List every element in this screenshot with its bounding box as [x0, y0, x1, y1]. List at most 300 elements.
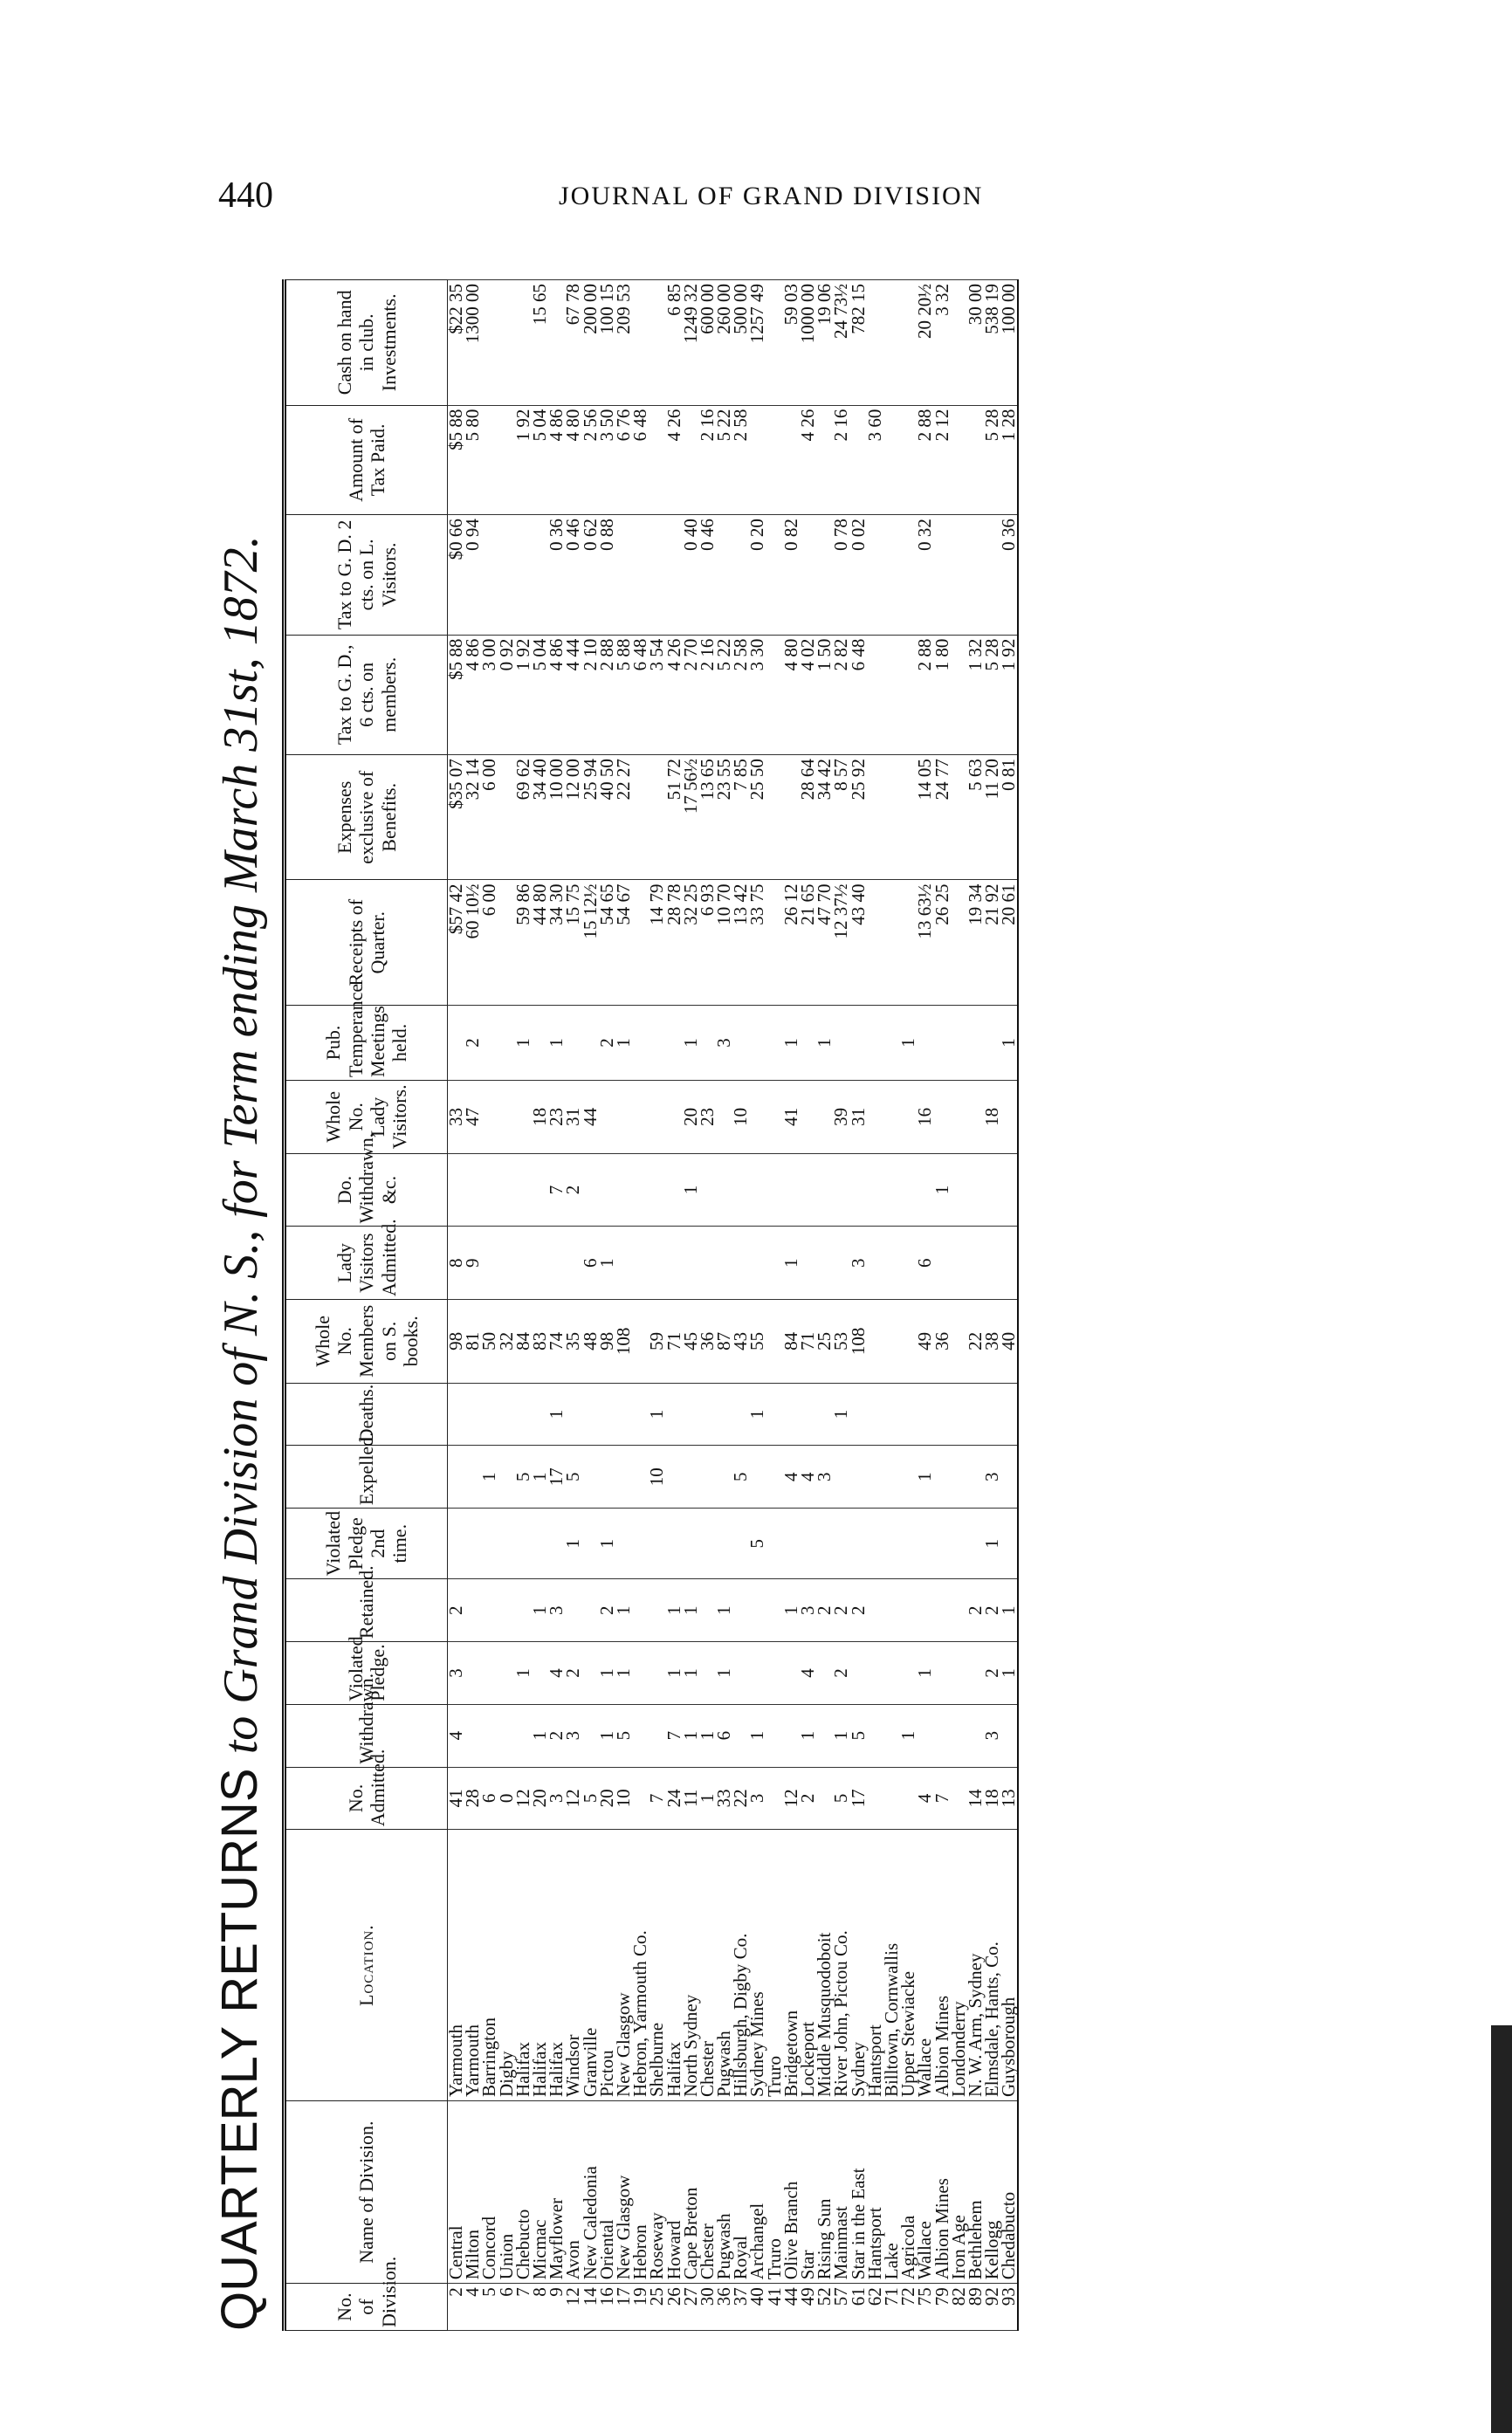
table-cell: [867, 1579, 883, 1642]
table-row: [699, 280, 716, 2331]
table-cell: 1: [683, 1005, 699, 1080]
table-cell: 81: [464, 1300, 481, 1384]
table-cell: [699, 1383, 716, 1446]
table-cell: [900, 1579, 917, 1642]
col-header: Lady Visitors Admitted.: [285, 1227, 448, 1300]
table-cell: 1 28: [1000, 405, 1018, 515]
col-header: Receipts of Quarter.: [285, 880, 448, 1005]
division-location: Truro: [766, 1830, 783, 2101]
table-cell: 2: [599, 1579, 615, 1642]
division-name: Central: [448, 2101, 465, 2284]
table-cell: [883, 880, 900, 1005]
table-cell: 25: [816, 1300, 833, 1384]
table-cell: 1 80: [933, 635, 950, 754]
table-cell: 0: [498, 1767, 515, 1830]
table-cell: 5 28: [984, 405, 1000, 515]
col-header: Tax to G. D., 6 cts. on members.: [285, 635, 448, 754]
table-cell: [749, 1446, 766, 1509]
col-header: Whole No. Members on S. books.: [285, 1300, 448, 1384]
division-name: New Glasgow: [615, 2101, 632, 2284]
table-title: [205, 279, 275, 2331]
table-cell: 32 25: [683, 880, 699, 1005]
table-cell: 0 88: [599, 515, 615, 635]
table-cell: [766, 755, 783, 880]
scan-edge-shadow: [1491, 2025, 1512, 2433]
table-cell: 0 94: [464, 515, 481, 635]
table-cell: 4 02: [800, 635, 816, 754]
table-cell: 69 62: [515, 755, 532, 880]
table-cell: 2 12: [933, 405, 950, 515]
table-cell: 4: [800, 1446, 816, 1509]
table-cell: 782 15: [850, 280, 867, 406]
table-cell: [582, 1446, 599, 1509]
table-cell: 4 26: [665, 405, 682, 515]
table-cell: [498, 1579, 515, 1642]
table-cell: [800, 1383, 816, 1446]
division-name: Chedabucto: [1000, 2101, 1018, 2284]
table-cell: 6: [481, 1767, 498, 1830]
table-title-italic: to Grand Division of N. S., for Term ending March 31st, 1872.: [214, 535, 268, 1755]
table-cell: [951, 1446, 967, 1509]
table-cell: [766, 1153, 783, 1227]
table-cell: 6 93: [699, 880, 716, 1005]
table-cell: 0 82: [783, 515, 800, 635]
table-cell: [481, 515, 498, 635]
table-cell: 59: [649, 1300, 665, 1384]
table-cell: [683, 1509, 699, 1579]
table-cell: [951, 1509, 967, 1579]
table-cell: [867, 1767, 883, 1830]
table-cell: 41: [448, 1767, 465, 1830]
table-cell: [515, 1383, 532, 1446]
table-cell: [699, 1153, 716, 1227]
table-cell: [665, 1446, 682, 1509]
table-cell: 10: [649, 1446, 665, 1509]
division-location: N. W. Arm, Sydney: [967, 1830, 984, 2101]
division-number: 2: [448, 2284, 465, 2331]
table-cell: 1: [1000, 1579, 1018, 1642]
table-cell: $0 66: [448, 515, 465, 635]
table-cell: [649, 1227, 665, 1300]
division-number: 25: [649, 2284, 665, 2331]
table-cell: 2: [850, 1579, 867, 1642]
table-cell: $22 35: [448, 280, 465, 406]
table-cell: 3: [816, 1446, 833, 1509]
table-cell: 1: [649, 1383, 665, 1446]
table-cell: [649, 1509, 665, 1579]
table-cell: [615, 1227, 632, 1300]
table-cell: 6 00: [481, 755, 498, 880]
table-cell: 1249 32: [683, 280, 699, 406]
table-cell: [933, 515, 950, 635]
table-cell: 36: [699, 1300, 716, 1384]
table-cell: [683, 1383, 699, 1446]
table-cell: [967, 1153, 984, 1227]
table-cell: [951, 1153, 967, 1227]
division-location: Billtown, Cornwallis: [883, 1830, 900, 2101]
table-cell: 67 78: [565, 280, 581, 406]
table-cell: 20: [599, 1767, 615, 1830]
table-cell: [532, 1509, 548, 1579]
table-row: [481, 280, 498, 2331]
division-number: 93: [1000, 2284, 1018, 2331]
table-cell: [548, 1227, 565, 1300]
table-cell: 5: [565, 1446, 581, 1509]
page-header: [218, 175, 1292, 218]
division-name: Truro: [766, 2101, 783, 2284]
table-row: [548, 280, 565, 2331]
table-cell: [515, 515, 532, 635]
table-cell: 4: [917, 1767, 933, 1830]
table-cell: [766, 1509, 783, 1579]
table-cell: [867, 1642, 883, 1705]
table-cell: [515, 1509, 532, 1579]
division-location: Halifax: [548, 1830, 565, 2101]
table-cell: 98: [599, 1300, 615, 1384]
table-cell: [984, 1227, 1000, 1300]
table-cell: [481, 405, 498, 515]
table-cell: [699, 1509, 716, 1579]
table-cell: 30 00: [967, 280, 984, 406]
table-cell: [632, 1509, 649, 1579]
table-cell: 54 65: [599, 880, 615, 1005]
table-cell: 71: [665, 1300, 682, 1384]
table-cell: [816, 1227, 833, 1300]
table-cell: 108: [615, 1300, 632, 1384]
col-header: Expenses exclusive of Benefits.: [285, 755, 448, 880]
table-cell: [883, 1383, 900, 1446]
table-cell: [565, 1005, 581, 1080]
division-name: Roseway: [649, 2101, 665, 2284]
division-name: Iron Age: [951, 2101, 967, 2284]
table-cell: [448, 1383, 465, 1446]
table-cell: 1: [900, 1704, 917, 1767]
table-cell: [683, 1446, 699, 1509]
table-cell: 2: [800, 1767, 816, 1830]
table-cell: [933, 1227, 950, 1300]
table-cell: [766, 405, 783, 515]
table-cell: [665, 1383, 682, 1446]
table-cell: [883, 1153, 900, 1227]
division-name: Royal: [732, 2101, 749, 2284]
table-cell: 1257 49: [749, 280, 766, 406]
table-cell: [867, 1081, 883, 1154]
table-cell: [532, 1227, 548, 1300]
table-cell: [749, 1579, 766, 1642]
table-cell: [498, 515, 515, 635]
table-cell: 3 00: [481, 635, 498, 754]
table-cell: 3 54: [649, 635, 665, 754]
table-cell: 9: [464, 1227, 481, 1300]
table-cell: [732, 1227, 749, 1300]
col-header: Do. Withdrawn, &c.: [285, 1153, 448, 1227]
table-cell: [498, 1153, 515, 1227]
table-cell: [481, 1227, 498, 1300]
division-name: Bethlehem: [967, 2101, 984, 2284]
division-name: Olive Branch: [783, 2101, 800, 2284]
table-cell: [632, 1579, 649, 1642]
table-cell: 2 58: [732, 405, 749, 515]
table-cell: 71: [800, 1300, 816, 1384]
table-cell: [615, 1509, 632, 1579]
table-cell: [498, 1509, 515, 1579]
table-cell: [565, 1383, 581, 1446]
table-cell: 5: [850, 1704, 867, 1767]
table-cell: 1: [481, 1446, 498, 1509]
table-row: [498, 280, 515, 2331]
table-cell: [867, 755, 883, 880]
table-cell: 1300 00: [464, 280, 481, 406]
table-cell: [850, 1005, 867, 1080]
table-cell: [883, 405, 900, 515]
table-row: [1000, 280, 1018, 2331]
table-cell: 17: [548, 1446, 565, 1509]
table-cell: 6 76: [615, 405, 632, 515]
table-cell: [498, 1081, 515, 1154]
division-location: Pictou: [599, 1830, 615, 2101]
table-cell: 5 28: [984, 635, 1000, 754]
table-cell: [867, 1005, 883, 1080]
table-cell: [1000, 1081, 1018, 1154]
table-cell: [967, 1383, 984, 1446]
table-cell: [917, 1383, 933, 1446]
table-cell: [464, 1642, 481, 1705]
table-cell: 26 12: [783, 880, 800, 1005]
table-cell: 19 34: [967, 880, 984, 1005]
table-cell: [951, 1383, 967, 1446]
division-name: Lake: [883, 2101, 900, 2284]
table-cell: 12: [565, 1767, 581, 1830]
division-location: Wallace: [917, 1830, 933, 2101]
table-cell: [883, 1642, 900, 1705]
table-cell: 3 32: [933, 280, 950, 406]
table-cell: [749, 1153, 766, 1227]
table-cell: 1 92: [515, 635, 532, 754]
table-cell: 1: [699, 1767, 716, 1830]
table-cell: 11 20: [984, 755, 1000, 880]
table-cell: 25 94: [582, 755, 599, 880]
table-cell: [632, 515, 649, 635]
division-number: 71: [883, 2284, 900, 2331]
table-cell: 8 57: [833, 755, 849, 880]
table-cell: 5: [833, 1767, 849, 1830]
table-cell: [464, 1704, 481, 1767]
table-cell: 34 42: [816, 755, 833, 880]
division-number: 62: [867, 2284, 883, 2331]
table-cell: [900, 1383, 917, 1446]
table-cell: 538 19: [984, 280, 1000, 406]
table-cell: [933, 1642, 950, 1705]
table-cell: [933, 1509, 950, 1579]
division-location: Halifax: [532, 1830, 548, 2101]
table-cell: [933, 1383, 950, 1446]
table-cell: 1: [548, 1383, 565, 1446]
table-body: [445, 280, 1020, 2331]
table-cell: 28 78: [665, 880, 682, 1005]
table-cell: 20: [683, 1081, 699, 1154]
table-cell: [649, 1153, 665, 1227]
division-number: 36: [716, 2284, 732, 2331]
table-cell: [665, 1227, 682, 1300]
table-cell: 500 00: [732, 280, 749, 406]
division-name: Wallace: [917, 2101, 933, 2284]
table-cell: 1 32: [967, 635, 984, 754]
table-cell: 2: [565, 1153, 581, 1227]
table-cell: 2: [984, 1579, 1000, 1642]
division-number: 61: [850, 2284, 867, 2331]
division-location: Londonderry: [951, 1830, 967, 2101]
table-cell: [599, 1446, 615, 1509]
table-cell: 1: [984, 1509, 1000, 1579]
table-cell: [766, 1642, 783, 1705]
table-cell: 60 10½: [464, 880, 481, 1005]
table-row: [565, 280, 581, 2331]
table-cell: 22: [732, 1767, 749, 1830]
division-number: 75: [917, 2284, 933, 2331]
table-cell: 3 50: [599, 405, 615, 515]
division-name: Agricola: [900, 2101, 917, 2284]
table-cell: [632, 280, 649, 406]
table-cell: 100 00: [1000, 280, 1018, 406]
table-cell: [582, 1153, 599, 1227]
division-location: Guysborough: [1000, 1830, 1018, 2101]
table-cell: [1000, 1153, 1018, 1227]
table-cell: 2: [448, 1579, 465, 1642]
table-cell: [951, 1227, 967, 1300]
table-cell: 0 36: [548, 515, 565, 635]
table-cell: [615, 1446, 632, 1509]
table-cell: 2: [833, 1642, 849, 1705]
table-cell: 84: [783, 1300, 800, 1384]
table-cell: [951, 515, 967, 635]
division-number: 40: [749, 2284, 766, 2331]
table-cell: 1: [917, 1642, 933, 1705]
table-row: [900, 280, 917, 2331]
table-cell: [599, 1383, 615, 1446]
table-cell: [632, 1642, 649, 1705]
table-cell: [967, 515, 984, 635]
table-cell: [716, 1509, 732, 1579]
table-cell: 20 20½: [917, 280, 933, 406]
table-cell: 5 88: [615, 635, 632, 754]
table-cell: 5 04: [532, 635, 548, 754]
table-cell: 13: [1000, 1767, 1018, 1830]
table-cell: [967, 1227, 984, 1300]
table-cell: [749, 405, 766, 515]
table-cell: 1 50: [816, 635, 833, 754]
division-location: Lockeport: [800, 1830, 816, 2101]
table-cell: [967, 1005, 984, 1080]
table-cell: 2 16: [699, 635, 716, 754]
table-cell: 5 04: [532, 405, 548, 515]
col-header: Pub. Temperance Meetings held.: [285, 1005, 448, 1080]
table-row: [749, 280, 766, 2331]
table-cell: 1: [683, 1579, 699, 1642]
table-cell: 1: [599, 1704, 615, 1767]
table-cell: 43 40: [850, 880, 867, 1005]
table-cell: [515, 1227, 532, 1300]
table-cell: 12 37½: [833, 880, 849, 1005]
table-cell: 4 26: [800, 405, 816, 515]
table-cell: 1: [599, 1642, 615, 1705]
table-cell: [481, 1509, 498, 1579]
division-name: Archangel: [749, 2101, 766, 2284]
table-cell: 1 92: [1000, 635, 1018, 754]
table-cell: [867, 1383, 883, 1446]
table-cell: 0 46: [565, 515, 581, 635]
table-cell: 55: [749, 1300, 766, 1384]
division-number: 49: [800, 2284, 816, 2331]
table-cell: 1: [800, 1704, 816, 1767]
table-cell: 1: [683, 1642, 699, 1705]
division-location: Granville: [582, 1830, 599, 2101]
table-cell: [850, 1153, 867, 1227]
division-name: Kellogg: [984, 2101, 1000, 2284]
division-number: 7: [515, 2284, 532, 2331]
table-cell: [833, 1509, 849, 1579]
table-cell: 1: [615, 1005, 632, 1080]
table-cell: [498, 280, 515, 406]
table-cell: 21 92: [984, 880, 1000, 1005]
table-row: [649, 280, 665, 2331]
col-header: No. of Division.: [285, 2284, 448, 2331]
table-cell: 5 63: [967, 755, 984, 880]
table-cell: [498, 1227, 515, 1300]
table-cell: 98: [448, 1300, 465, 1384]
table-cell: 1: [1000, 1642, 1018, 1705]
table-cell: 48: [582, 1300, 599, 1384]
division-number: 6: [498, 2284, 515, 2331]
table-cell: 47: [464, 1081, 481, 1154]
table-cell: 3: [548, 1767, 565, 1830]
table-cell: [716, 515, 732, 635]
table-cell: [699, 1446, 716, 1509]
table-cell: 4 80: [783, 635, 800, 754]
table-cell: 0 92: [498, 635, 515, 754]
table-cell: 87: [716, 1300, 732, 1384]
table-cell: 2 82: [833, 635, 849, 754]
table-cell: [699, 1227, 716, 1300]
table-cell: [883, 1081, 900, 1154]
division-number: 5: [481, 2284, 498, 2331]
table-cell: 5 22: [716, 405, 732, 515]
division-location: Shelburne: [649, 1830, 665, 2101]
table-cell: 1: [917, 1446, 933, 1509]
table-cell: 36: [933, 1300, 950, 1384]
table-cell: [951, 1005, 967, 1080]
division-location: Halifax: [665, 1830, 682, 2101]
division-number: 72: [900, 2284, 917, 2331]
table-cell: 13 42: [732, 880, 749, 1005]
table-cell: 600 00: [699, 280, 716, 406]
table-cell: 3 30: [749, 635, 766, 754]
col-header: Deaths.: [285, 1383, 448, 1446]
table-cell: 12 00: [565, 755, 581, 880]
table-cell: 50: [481, 1300, 498, 1384]
table-cell: [732, 1579, 749, 1642]
table-cell: 108: [850, 1300, 867, 1384]
table-cell: 2 88: [917, 405, 933, 515]
table-cell: 8: [448, 1227, 465, 1300]
division-name: Rising Sun: [816, 2101, 833, 2284]
table-cell: [783, 1383, 800, 1446]
table-cell: 24 77: [933, 755, 950, 880]
table-cell: [800, 1081, 816, 1154]
table-cell: 5: [582, 1767, 599, 1830]
division-number: 52: [816, 2284, 833, 2331]
table-cell: 74: [548, 1300, 565, 1384]
table-cell: 20: [532, 1767, 548, 1830]
